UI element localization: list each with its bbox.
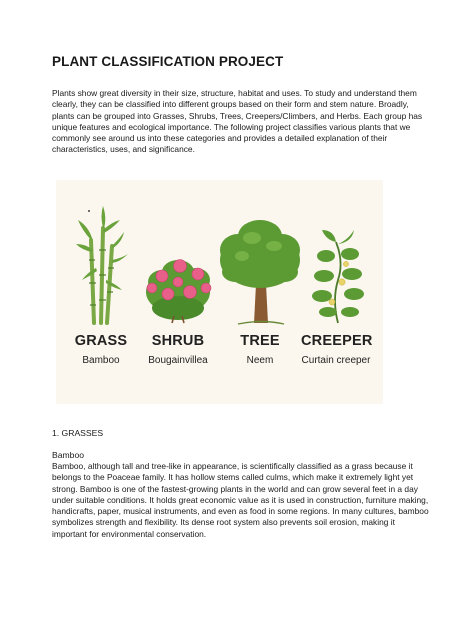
plant-card-shrub: [148, 332, 208, 367]
section-subheading: Bamboo: [52, 450, 85, 460]
plant-classification-figure: [56, 180, 383, 404]
plant-category-label: TREE: [240, 333, 280, 349]
curtain-creeper-icon: [312, 230, 364, 323]
neem-tree-icon: [220, 220, 300, 324]
plant-example-label: Neem: [246, 355, 274, 366]
plant-category-label: CREEPER: [301, 333, 373, 349]
plant-category-label: SHRUB: [151, 333, 205, 349]
plant-illustrations: [56, 180, 383, 404]
plant-category-label: GRASS: [74, 333, 128, 349]
plant-card-creeper: [301, 332, 371, 367]
intro-paragraph: Plants show great diversity in their size, structure, habitat and uses. To study and understand them clearly, they can be classified into different groups based on their form and stem nature. Broadly, plants can be grouped into Grasses, Shrubs, Trees, Creepers/Climbers, and Herbs. Each group has unique features and ecological importance. The following project classifies various plants that we commonly see around us into these categories and provides a detailed explanation of their characteristics, uses, and significance.: [52, 88, 423, 155]
plant-card-grass: [75, 332, 128, 367]
page-title: PLANT CLASSIFICATION PROJECT: [52, 54, 284, 69]
plant-example-label: Curtain creeper: [301, 355, 371, 366]
section-paragraph: Bamboo, although tall and tree-like in appearance, is scientifically classified as a grass because it belongs to the Poaceae family. It has hollow stems called culms, which make it extremely light yet strong. Bamboo is one of the fastest-growing plants in the world and can grow several feet in a day under suitable conditions. It holds great economic value as it is used in construction, furniture making, handicrafts, paper, musical instruments, and even as food in some regions. In many cultures, bamboo symbolizes strength and flexibility. Its dense root system also prevents soil erosion, making it important for environmental conservation.: [52, 461, 429, 539]
bamboo-icon: [76, 206, 128, 323]
plant-card-tree: [240, 332, 279, 367]
plant-example-label: Bamboo: [82, 355, 120, 366]
section-heading: 1. GRASSES: [52, 428, 104, 438]
bougainvillea-icon: [146, 260, 211, 324]
plant-example-label: Bougainvillea: [148, 355, 208, 366]
